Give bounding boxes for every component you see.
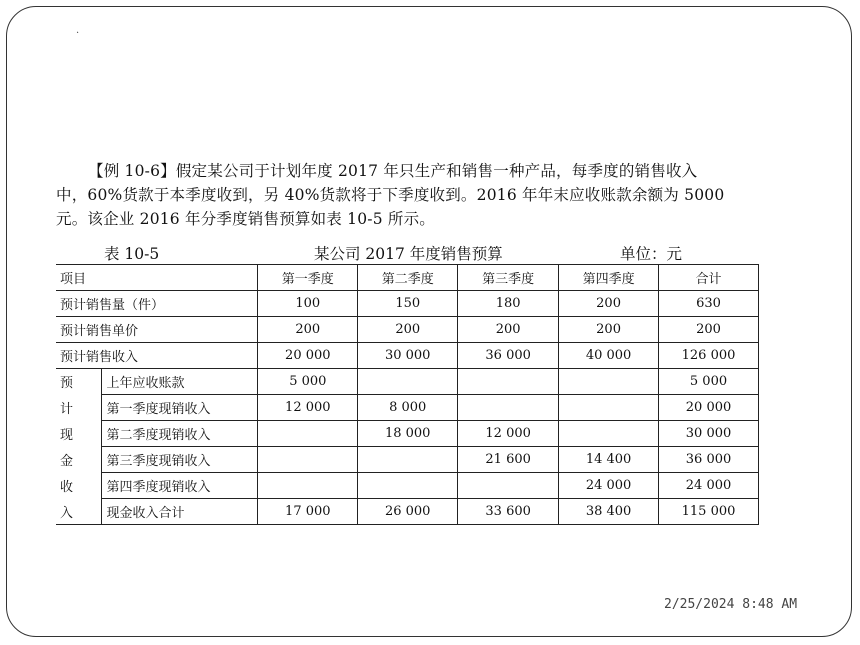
table-cell: 20 000	[659, 395, 759, 421]
header-item: 项目	[56, 265, 258, 291]
table-cell: 21 600	[458, 447, 559, 473]
side-char: 预	[56, 369, 102, 395]
side-char: 金	[56, 447, 102, 473]
side-char: 现	[56, 421, 102, 447]
table-cell: 30 000	[659, 421, 759, 447]
table-cell	[458, 369, 559, 395]
table-cell: 12 000	[458, 421, 559, 447]
table-cell: 200	[559, 317, 659, 343]
table-title: 某公司 2017 年度销售预算	[314, 245, 503, 263]
table-cell: 17 000	[258, 499, 358, 525]
table-unit: 单位：元	[620, 245, 683, 263]
row-label: 预计销售量（件）	[56, 291, 258, 317]
table-cell: 200	[659, 317, 759, 343]
table-cell	[458, 473, 559, 499]
table-cell: 12 000	[258, 395, 358, 421]
header-q1: 第一季度	[258, 265, 358, 291]
paragraph-line-1: 【例 10-6】假定某公司于计划年度 2017 年只生产和销售一种产品，每季度的销售收入	[88, 162, 698, 180]
row-label: 现金收入合计	[102, 499, 258, 525]
header-total: 合计	[659, 265, 759, 291]
table-cell: 26 000	[358, 499, 458, 525]
table-row	[56, 343, 759, 369]
sales-budget-table	[56, 264, 759, 525]
footer-date: 2/25/2024 8:48 AM	[664, 597, 798, 612]
table-row	[56, 447, 759, 473]
table-row	[56, 421, 759, 447]
table-cell: 200	[358, 317, 458, 343]
table-cell: 33 600	[458, 499, 559, 525]
table-cell: 24 000	[659, 473, 759, 499]
table-header-row	[56, 265, 759, 291]
row-label: 第一季度现销收入	[102, 395, 258, 421]
table-id: 表 10-5	[104, 245, 160, 263]
table-row	[56, 473, 759, 499]
side-char: 收	[56, 473, 102, 499]
side-char: 入	[56, 499, 102, 525]
table-cell: 18 000	[358, 421, 458, 447]
table-cell: 115 000	[659, 499, 759, 525]
table-cell: 200	[458, 317, 559, 343]
table-cell: 38 400	[559, 499, 659, 525]
table-cell	[358, 473, 458, 499]
header-q3: 第三季度	[458, 265, 559, 291]
table-cell	[358, 447, 458, 473]
table-cell: 40 000	[559, 343, 659, 369]
table-row	[56, 317, 759, 343]
table-cell	[559, 395, 659, 421]
table-cell: 200	[258, 317, 358, 343]
table-cell	[258, 421, 358, 447]
table-cell	[559, 421, 659, 447]
header-q4: 第四季度	[559, 265, 659, 291]
table-cell: 100	[258, 291, 358, 317]
row-label: 上年应收账款	[102, 369, 258, 395]
table-cell: 5 000	[659, 369, 759, 395]
table-cell	[258, 473, 358, 499]
table-cell: 8 000	[358, 395, 458, 421]
side-char: 计	[56, 395, 102, 421]
slide-dot: ·	[76, 28, 80, 39]
table-cell: 36 000	[458, 343, 559, 369]
table-cell	[559, 369, 659, 395]
row-label: 第三季度现销收入	[102, 447, 258, 473]
row-label: 第二季度现销收入	[102, 421, 258, 447]
row-label: 预计销售单价	[56, 317, 258, 343]
example-paragraph	[56, 159, 756, 231]
table-cell	[458, 395, 559, 421]
header-q2: 第二季度	[358, 265, 458, 291]
table-cell	[358, 369, 458, 395]
table-cell: 150	[358, 291, 458, 317]
table-cell: 630	[659, 291, 759, 317]
paragraph-line-3: 元。该企业 2016 年分季度销售预算如表 10-5 所示。	[56, 210, 435, 228]
table-cell: 180	[458, 291, 559, 317]
table-cell: 20 000	[258, 343, 358, 369]
table-cell: 30 000	[358, 343, 458, 369]
table-cell: 14 400	[559, 447, 659, 473]
table-cell: 126 000	[659, 343, 759, 369]
table-row	[56, 395, 759, 421]
row-label: 第四季度现销收入	[102, 473, 258, 499]
table-row	[56, 291, 759, 317]
row-label: 预计销售收入	[56, 343, 258, 369]
table-cell: 200	[559, 291, 659, 317]
table-cell: 24 000	[559, 473, 659, 499]
table-cell: 36 000	[659, 447, 759, 473]
paragraph-line-2: 中，60%货款于本季度收到，另 40%货款将于下季度收到。2016 年年末应收账款余额为 5000	[56, 186, 725, 204]
table-cell	[258, 447, 358, 473]
table-row	[56, 369, 759, 395]
table-cell: 5 000	[258, 369, 358, 395]
table-row	[56, 499, 759, 525]
